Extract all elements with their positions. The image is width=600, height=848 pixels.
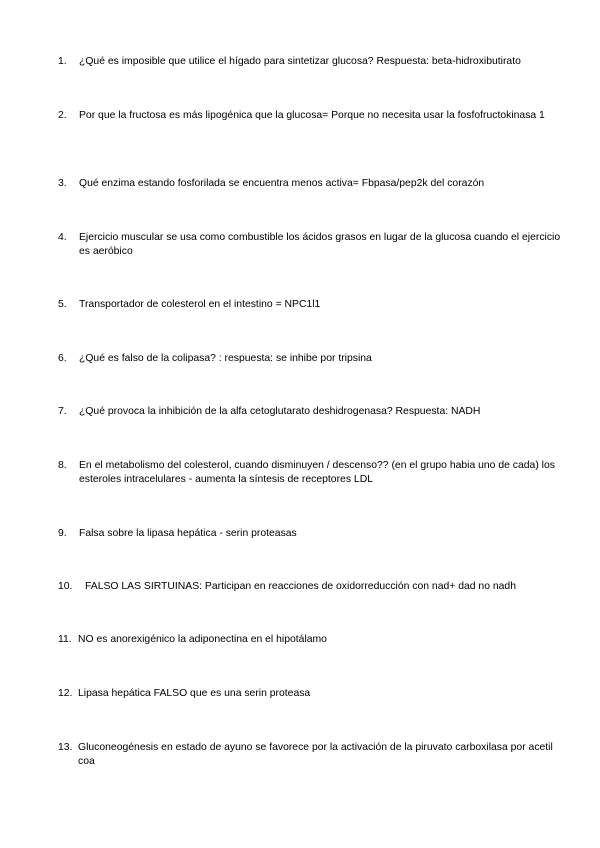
item-text: ¿Qué es imposible que utilice el hígado para sintetizar glucosa? Respuesta: beta-hidroxibutirato [79, 56, 521, 67]
item-number: 1. [58, 56, 67, 67]
item-text: ¿Qué provoca la inhibición de la alfa cetoglutarato deshidrogenasa? Respuesta: NADH [79, 406, 481, 417]
item-text: Por que la fructosa es más lipogénica que la glucosa= Porque no necesita usar la fosfofructokinasa 1 [79, 110, 545, 121]
question-item-11 [58, 633, 564, 647]
item-text: Transportador de colesterol en el intestino = NPC1l1 [79, 299, 321, 310]
question-item-9 [58, 527, 564, 541]
question-item-10 [58, 580, 564, 594]
item-text: FALSO LAS SIRTUINAS: Participan en reacciones de oxidorreducción con nad+ dad no nadh [85, 581, 516, 592]
question-item-6 [58, 352, 564, 366]
item-text: Gluconeogénesis en estado de ayuno se favorece por la activación de la piruvato carboxilasa por acetil coa [78, 742, 553, 767]
question-item-5 [58, 298, 564, 312]
item-number: 5. [58, 299, 67, 310]
item-number: 6. [58, 353, 67, 364]
item-text: Qué enzima estando fosforilada se encuentra menos activa= Fbpasa/pep2k del corazón [79, 178, 485, 189]
item-text: Ejercicio muscular se usa como combustible los ácidos grasos en lugar de la glucosa cuando el ejercicio es aeróbico [79, 232, 561, 257]
item-number: 4. [58, 232, 67, 243]
question-item-4 [58, 231, 564, 259]
item-number: 10. [58, 581, 73, 592]
question-item-12 [58, 687, 564, 701]
item-number: 12. [58, 688, 73, 699]
item-number: 9. [58, 528, 67, 539]
item-number: 13. [58, 742, 73, 753]
item-text: Lipasa hepática FALSO que es una serin proteasa [78, 688, 311, 699]
item-number: 8. [58, 460, 67, 471]
item-text: Falsa sobre la lipasa hepática - serin proteasas [79, 528, 297, 539]
item-text: ¿Qué es falso de la colipasa? : respuesta: se inhibe por tripsina [79, 353, 372, 364]
item-number: 3. [58, 178, 67, 189]
question-item-3 [58, 177, 564, 191]
question-item-8 [58, 459, 564, 487]
item-text: NO es anorexigénico la adiponectina en el hipotálamo [78, 634, 327, 645]
item-number: 7. [58, 406, 67, 417]
question-item-13 [58, 741, 564, 769]
question-item-7 [58, 405, 564, 419]
question-item-1 [58, 55, 564, 69]
item-number: 11. [58, 634, 72, 645]
item-number: 2. [58, 110, 67, 121]
question-item-2 [58, 109, 564, 123]
item-text: En el metabolismo del colesterol, cuando disminuyen / descenso?? (en el grupo habia uno de cada) los esteroles intracelulares - aumenta la síntesis de receptores LDL [79, 460, 555, 485]
